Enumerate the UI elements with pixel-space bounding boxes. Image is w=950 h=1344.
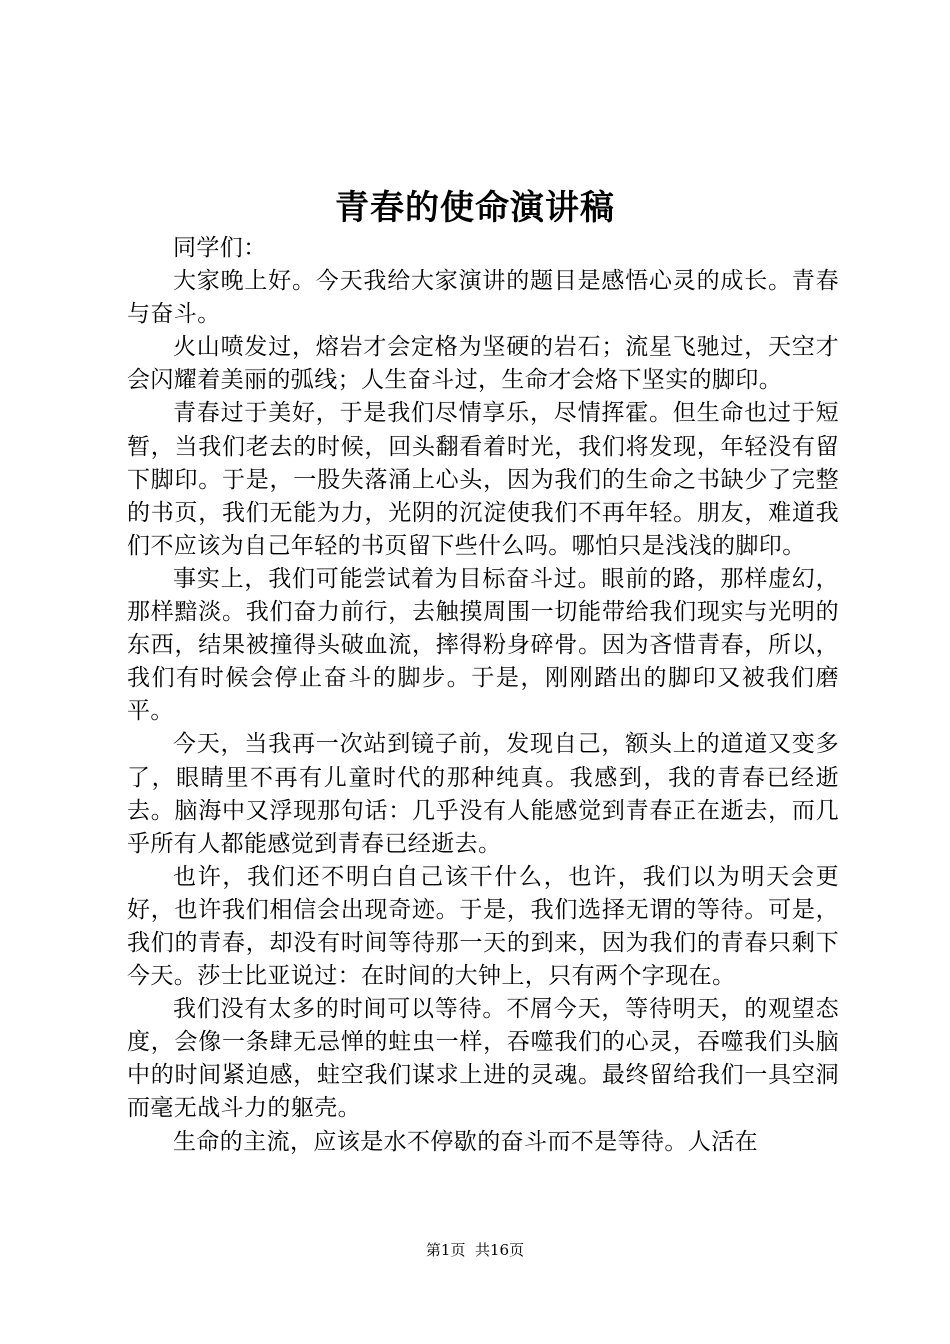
paragraph: 我们没有太多的时间可以等待。不屑今天，等待明天，的观望态度，会像一条肆无忌惮的蛀虫一样，吞噬我们的心灵，吞噬我们头脑中的时间紧迫感，蛀空我们谋求上进的灵魂。最终留给我们一具空洞而毫无战斗力的躯壳。 <box>127 996 839 1122</box>
paragraph: 也许，我们还不明白自己该干什么，也许，我们以为明天会更好，也许我们相信会出现奇迹。于是，我们选择无谓的等待。可是，我们的青春，却没有时间等待那一天的到来，因为我们的青春只剩下今天。莎士比亚说过：在时间的大钟上，只有两个字现在。 <box>127 863 839 990</box>
paragraph: 火山喷发过，熔岩才会定格为坚硬的岩石；流星飞驰过，天空才会闪耀着美丽的弧线；人生奋斗过，生命才会烙下坚实的脚印。 <box>127 334 839 394</box>
paragraph: 生命的主流，应该是水不停歇的奋斗而不是等待。人活在 <box>173 1128 758 1155</box>
document-body <box>127 232 839 1159</box>
document-title: 青春的使命演讲稿 <box>335 188 615 228</box>
paragraph: 青春过于美好，于是我们尽情享乐，尽情挥霍。但生命也过于短暂，当我们老去的时候，回头翻看着时光，我们将发现，年轻没有留下脚印。于是，一股失落涌上心头，因为我们的生命之书缺少了完整的书页，我们无能为力，光阴的沉淀使我们不再年轻。朋友，难道我们不应该为自己年轻的书页留下些什么吗。哪怕只是浅浅的脚印。 <box>127 400 839 559</box>
paragraph: 同学们： <box>173 235 267 261</box>
paragraph: 今天，当我再一次站到镜子前，发现自己，额头上的道道又变多了，眼睛里不再有儿童时代的那种纯真。我感到，我的青春已经逝去。脑海中又浮现那句话：几乎没有人能感觉到青春正在逝去，而几乎所有人都能感觉到青春已经逝去。 <box>127 731 839 857</box>
page-number: 第1页 <box>425 1241 466 1259</box>
page-footer <box>0 1239 950 1261</box>
page-total: 共16页 <box>475 1241 525 1259</box>
paragraph: 事实上，我们可能尝试着为目标奋斗过。眼前的路，那样虚幻，那样黯淡。我们奋力前行，去触摸周围一切能带给我们现实与光明的东西，结果被撞得头破血流，摔得粉身碎骨。因为吝惜青春，所以，我们有时候会停止奋斗的脚步。于是，刚刚踏出的脚印又被我们磨平。 <box>127 565 839 725</box>
paragraph: 大家晚上好。今天我给大家演讲的题目是感悟心灵的成长。青春与奋斗。 <box>127 268 839 328</box>
